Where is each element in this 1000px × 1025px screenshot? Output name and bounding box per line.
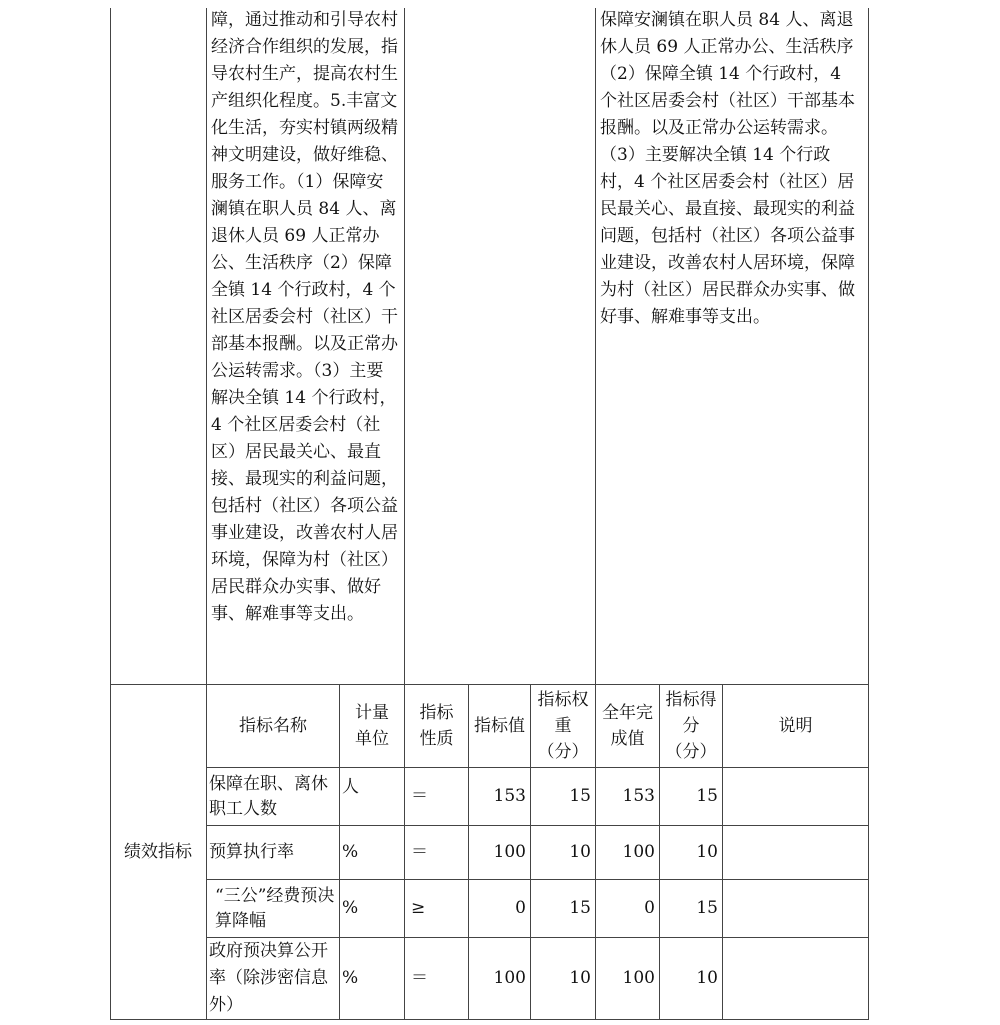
row1-unit: 人: [342, 777, 359, 797]
row1-note: [723, 768, 868, 825]
row3-score: 15: [696, 898, 718, 918]
header-nature: 指标性质: [419, 703, 454, 749]
row1-value: 153: [493, 786, 526, 806]
project-description-right: 保障安澜镇在职人员 84 人、离退休人员 69 人正常办公、生活秩序（2）保障全镇 14 个行政村，4 个社区居委会村（社区）干部基本报酬。以及正常办公运转需求。（3）主要解决全镇 14 个行政村，4 个社区居委会村（社区）居民最关心、最直接、最现实的利益问题，包括村（社区）各项公益事业建设，改善农村人居环境，保障为村（社区）居民群众办实事、做好事、解难事等支出。: [600, 10, 855, 327]
row4-value: 100: [493, 968, 526, 988]
row2-score: 10: [696, 842, 718, 862]
row1-nature: ＝: [411, 786, 428, 806]
row2-value: 100: [493, 842, 526, 862]
row1-actual: 153: [622, 786, 655, 806]
section-label-performance: 绩效指标: [124, 842, 192, 862]
row2-name: 预算执行率: [209, 842, 294, 862]
header-unit: 计量单位: [355, 703, 389, 749]
row2-actual: 100: [622, 842, 655, 862]
row3-unit: %: [342, 898, 359, 918]
row3-note: [723, 880, 868, 937]
header-target-value: 指标值: [474, 716, 525, 736]
row3-value: 0: [515, 898, 526, 918]
row3-name: “三公”经费预决算降幅: [215, 885, 335, 931]
row3-weight: 15: [569, 898, 591, 918]
project-description-left: 障，通过推动和引导农村经济合作组织的发展，指导农村生产，提高农村生产组织化程度。5.丰富文化生活，夯实村镇两级精神文明建设，做好维稳、服务工作。（1）保障安澜镇在职人员 84 人、离退休人员 69 人正常办公、生活秩序（2）保障全镇 14 个行政村，4 个社区居委会村（社区）干部基本报酬。以及正常办公运转需求。（3）主要解决全镇 14 个行政村，4 个社区居委会村（社区）居民最关心、最直接、最现实的利益问题，包括村（社区）各项公益事业建设，改善农村人居环境，保障为村（社区）居民群众办实事、做好事、解难事等支出。: [211, 10, 398, 624]
row4-name: 政府预决算公开率（除涉密信息外）: [209, 941, 328, 1015]
table-border-right: [868, 8, 869, 1020]
row3-nature: ≥: [411, 898, 426, 918]
row4-unit: %: [342, 968, 359, 988]
upper-col-line-2: [404, 8, 405, 685]
header-note: 说明: [778, 716, 813, 736]
row4-nature: ＝: [411, 968, 428, 988]
row2-weight: 10: [569, 842, 591, 862]
row2-unit: %: [342, 842, 359, 862]
row1-name: 保障在职、离休职工人数: [209, 773, 328, 819]
row2-nature: ＝: [411, 842, 428, 862]
header-indicator-name: 指标名称: [239, 716, 307, 736]
header-weight: 指标权重（分）: [537, 690, 589, 762]
header-score: 指标得分（分）: [665, 690, 717, 762]
row2-note: [723, 826, 868, 879]
row4-weight: 10: [569, 968, 591, 988]
performance-table: [110, 8, 869, 1020]
row4-score: 10: [696, 968, 718, 988]
row3-actual: 0: [644, 898, 655, 918]
header-actual-value: 全年完成值: [602, 703, 653, 749]
row4-actual: 100: [622, 968, 655, 988]
row1-score: 15: [696, 786, 718, 806]
row4-note: [723, 938, 868, 1019]
row1-weight: 15: [569, 786, 591, 806]
table-border-bottom: [110, 1019, 869, 1020]
